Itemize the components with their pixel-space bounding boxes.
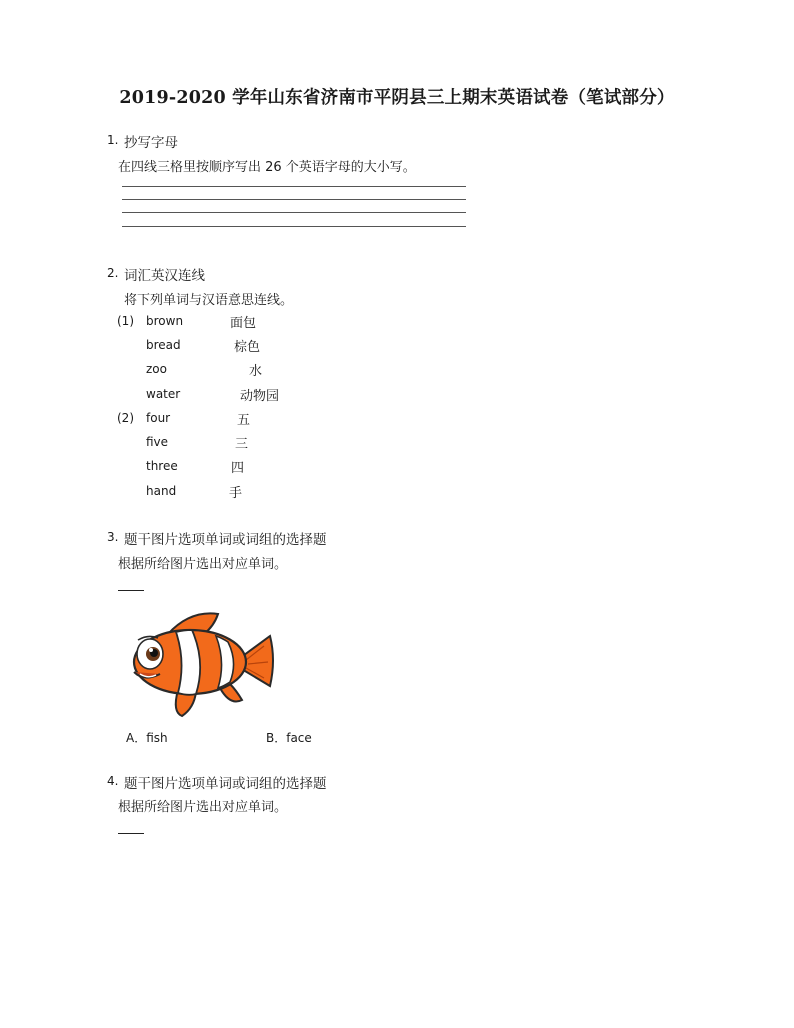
question-1-number: 1. [107, 133, 119, 147]
page-title: 2019-2020 学年山东省济南市平阴县三上期末英语试卷（笔试部分） [119, 88, 675, 108]
match-word[interactable]: three [146, 459, 178, 473]
match-word[interactable]: water [146, 387, 181, 401]
group-label: (2) [117, 411, 134, 425]
answer-blank[interactable] [118, 590, 144, 591]
option-a[interactable]: A．fish [126, 731, 168, 745]
question-1-heading: 抄写字母 [124, 135, 178, 151]
match-word[interactable]: four [146, 411, 171, 425]
match-word[interactable]: five [146, 435, 169, 449]
question-2-number: 2. [107, 266, 119, 280]
match-word[interactable]: bread [146, 338, 181, 352]
question-3-heading: 题干图片选项单词或词组的选择题 [124, 532, 327, 548]
clownfish-image [120, 608, 276, 720]
question-4-number: 4. [107, 774, 119, 788]
question-2-instruction: 将下列单词与汉语意思连线。 [124, 293, 294, 308]
group-label: (1) [117, 314, 134, 328]
option-b[interactable]: B．face [266, 731, 312, 745]
match-word[interactable]: zoo [146, 362, 167, 376]
match-meaning[interactable]: 三 [235, 437, 249, 452]
answer-blank[interactable] [118, 833, 144, 834]
question-3-number: 3. [107, 530, 119, 544]
writing-line [122, 199, 466, 200]
match-meaning[interactable]: 水 [249, 364, 263, 379]
match-word[interactable]: brown [146, 314, 184, 328]
writing-line [122, 186, 466, 187]
match-meaning[interactable]: 手 [229, 486, 243, 501]
match-meaning[interactable]: 五 [237, 413, 251, 428]
question-1-instruction: 在四线三格里按顺序写出 26 个英语字母的大小写。 [118, 160, 416, 175]
match-meaning[interactable]: 面包 [230, 316, 257, 331]
writing-line [122, 212, 466, 213]
match-meaning[interactable]: 四 [231, 461, 245, 476]
match-meaning[interactable]: 动物园 [240, 389, 280, 404]
question-2-heading: 词汇英汉连线 [124, 268, 205, 284]
match-word[interactable]: hand [146, 484, 177, 498]
writing-line [122, 226, 466, 227]
question-4-instruction: 根据所给图片选出对应单词。 [118, 800, 288, 815]
question-4-heading: 题干图片选项单词或词组的选择题 [124, 776, 327, 792]
match-meaning[interactable]: 棕色 [234, 340, 261, 355]
question-3-instruction: 根据所给图片选出对应单词。 [118, 557, 288, 572]
